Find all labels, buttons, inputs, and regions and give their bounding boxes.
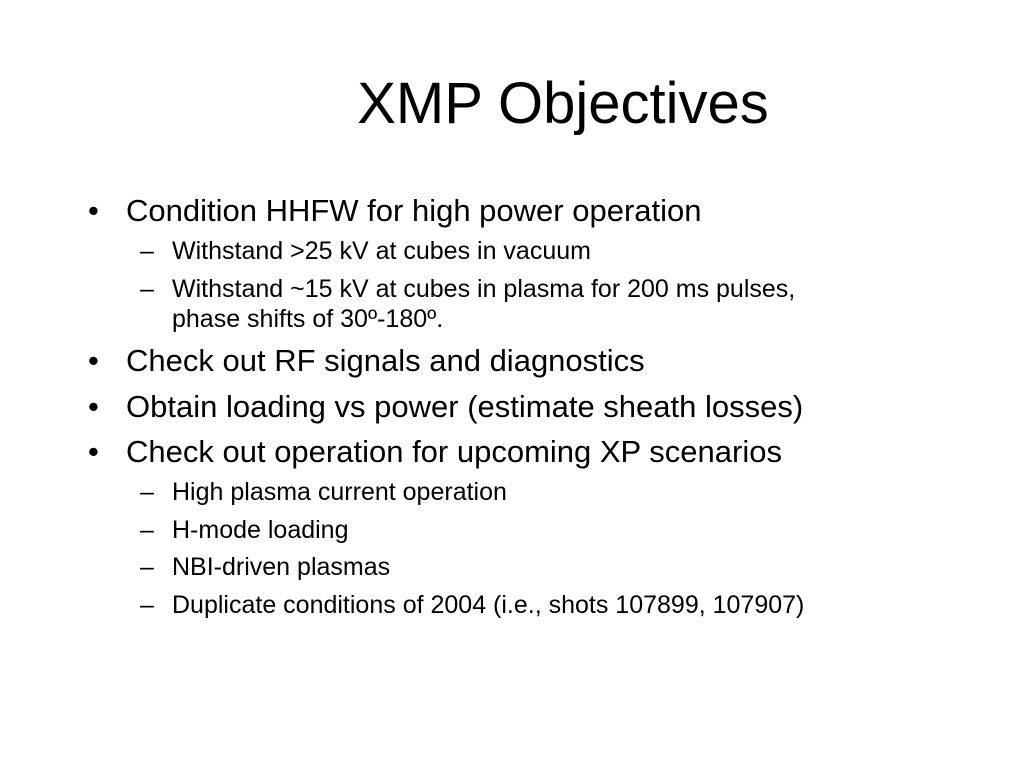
sub-bullet-text: Withstand >25 kV at cubes in vacuum <box>172 237 591 265</box>
dash-marker: – <box>140 516 154 544</box>
sub-bullet-text: phase shifts of 30º-180º. <box>172 305 444 333</box>
dash-marker: – <box>140 478 154 506</box>
sub-bullet-text: High plasma current operation <box>172 478 507 506</box>
dash-marker: – <box>140 275 154 303</box>
sub-bullet-text: Duplicate conditions of 2004 (i.e., shots 107899, 107907) <box>172 591 805 619</box>
bullet-text: Check out RF signals and diagnostics <box>126 343 645 378</box>
slide-title: XMP Objectives <box>357 71 769 136</box>
bullet-text: Obtain loading vs power (estimate sheath losses) <box>126 389 804 424</box>
sub-bullet-text: Withstand ~15 kV at cubes in plasma for 200 ms pulses, <box>172 275 796 303</box>
bullet-marker: • <box>88 343 99 378</box>
bullet-text: Condition HHFW for high power operation <box>126 193 702 228</box>
bullet-text: Check out operation for upcoming XP scenarios <box>126 434 782 469</box>
bullet-marker: • <box>88 389 99 424</box>
bullet-marker: • <box>88 193 99 228</box>
bullet-marker: • <box>88 434 99 469</box>
dash-marker: – <box>140 553 154 581</box>
dash-marker: – <box>140 591 154 619</box>
sub-bullet-text: H-mode loading <box>172 516 349 544</box>
sub-bullet-text: NBI-driven plasmas <box>172 553 391 581</box>
dash-marker: – <box>140 237 154 265</box>
